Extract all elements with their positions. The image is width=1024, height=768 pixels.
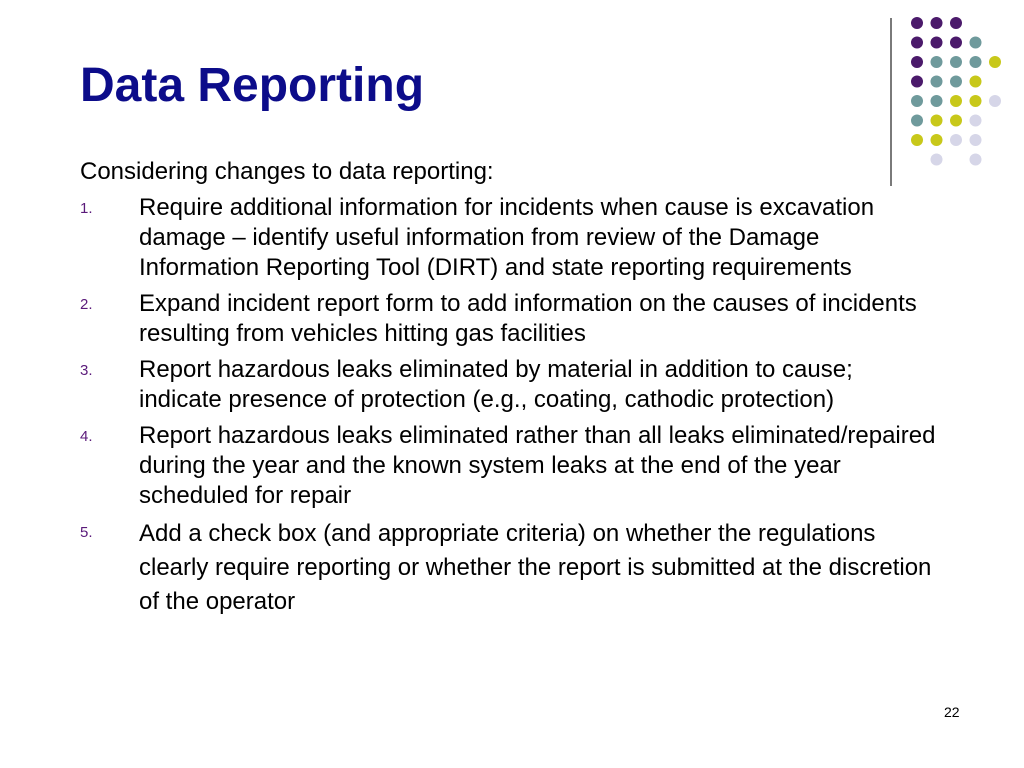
- decorative-dot: [970, 76, 982, 88]
- list-item-text: Report hazardous leaks eliminated rather than all leaks eliminated/repaired during the year and the known system leaks at the end of the year scheduled for repair: [139, 422, 936, 509]
- decorative-dot: [970, 154, 982, 166]
- decorative-dot: [931, 115, 943, 127]
- decorative-dot: [931, 56, 943, 68]
- list-number: 2.: [80, 296, 93, 313]
- decorative-dot: [911, 134, 923, 146]
- slide-title: Data Reporting: [80, 59, 425, 112]
- decorative-dot: [989, 56, 1001, 68]
- decorative-dot: [989, 95, 1001, 107]
- list-number: 5.: [80, 524, 93, 541]
- decorative-dot: [931, 134, 943, 146]
- decorative-dot: [911, 115, 923, 127]
- decorative-dot: [970, 37, 982, 49]
- numbered-list: [80, 193, 940, 619]
- decorative-dot: [970, 134, 982, 146]
- decorative-dot: [970, 115, 982, 127]
- decorative-dot: [911, 37, 923, 49]
- decorative-dot: [950, 37, 962, 49]
- decorative-dot: [911, 95, 923, 107]
- list-item: [80, 421, 940, 511]
- page-number: 22: [944, 704, 960, 720]
- list-number: 4.: [80, 428, 93, 445]
- list-item: [80, 289, 940, 349]
- decorative-dot: [950, 17, 962, 29]
- list-number: 3.: [80, 362, 93, 379]
- decorative-dot: [950, 134, 962, 146]
- list-item: [80, 355, 940, 415]
- decorative-dot: [970, 95, 982, 107]
- slide-body: [80, 157, 940, 625]
- decorative-dot: [931, 95, 943, 107]
- list-item-text: Require additional information for incidents when cause is excavation damage – identify useful information from review of the Damage Information Reporting Tool (DIRT) and state reporting requirements: [139, 194, 875, 281]
- decorative-dot: [950, 56, 962, 68]
- list-number: 1.: [80, 200, 93, 217]
- list-item-text: Add a check box (and appropriate criteria) on whether the regulations clearly require reporting or whether the report is submitted at the discretion of the operator: [139, 520, 932, 615]
- decorative-dot: [950, 115, 962, 127]
- list-item: [80, 517, 940, 619]
- decorative-dot: [931, 37, 943, 49]
- decorative-dot: [931, 17, 943, 29]
- decorative-dot: [911, 56, 923, 68]
- decorative-dot: [950, 95, 962, 107]
- decorative-dot: [970, 56, 982, 68]
- list-item-text: Report hazardous leaks eliminated by material in addition to cause; indicate presence of protection (e.g., coating, cathodic protection): [139, 356, 853, 413]
- list-item-text: Expand incident report form to add information on the causes of incidents resulting from vehicles hitting gas facilities: [139, 290, 917, 347]
- list-item: [80, 193, 940, 283]
- decorative-dot: [911, 17, 923, 29]
- intro-text: Considering changes to data reporting:: [80, 158, 494, 185]
- decorative-dot: [950, 76, 962, 88]
- decorative-dot: [911, 76, 923, 88]
- decorative-dot: [931, 76, 943, 88]
